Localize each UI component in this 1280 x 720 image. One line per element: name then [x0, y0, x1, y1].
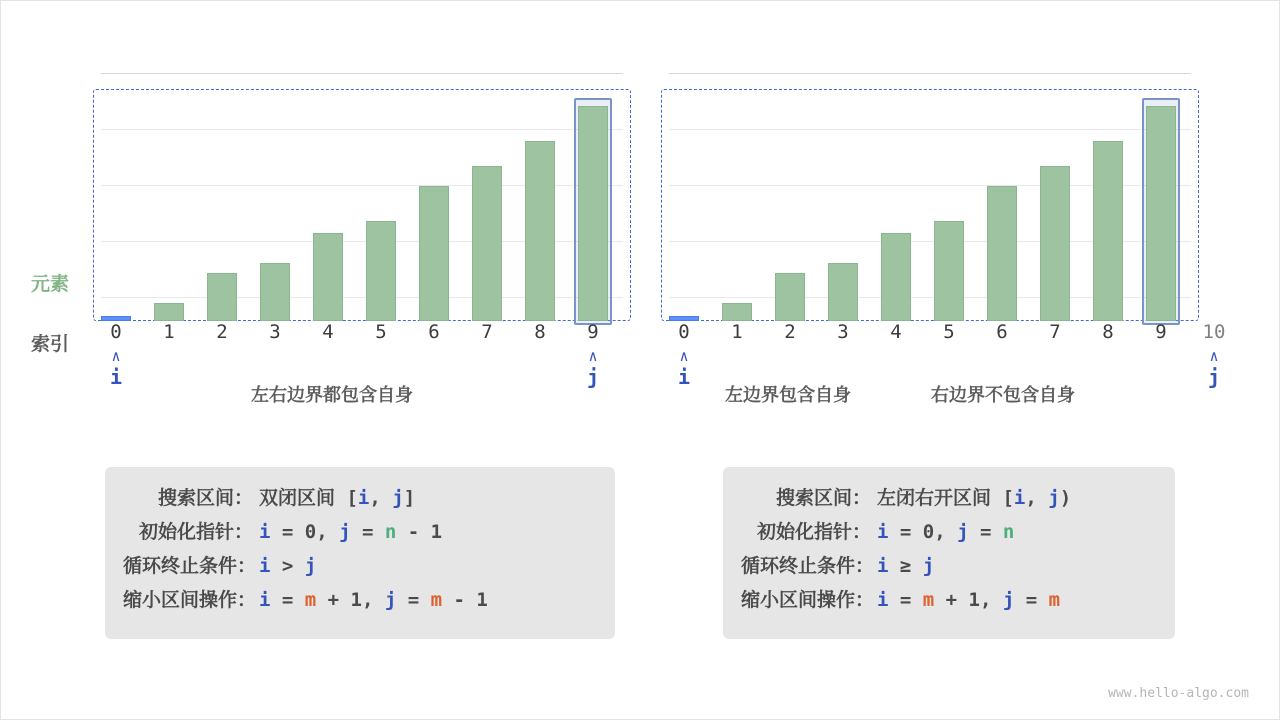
info-token: - 1 [442, 589, 488, 611]
bar [207, 273, 237, 321]
info-token: , [1025, 487, 1049, 509]
right-note-0: 左边界包含自身 [725, 385, 851, 405]
axis-tick: 8 [1102, 321, 1114, 343]
info-token: = [396, 589, 431, 611]
gridline [669, 73, 1191, 74]
bar [881, 233, 911, 321]
bar [1146, 106, 1176, 321]
info-row-key: 循环终止条件： [123, 556, 257, 577]
half-open-interval-info-box [723, 467, 1175, 639]
caret-icon: ∧ [1209, 347, 1219, 365]
info-token: ) [1059, 487, 1072, 509]
bar [1093, 141, 1123, 321]
info-token: i [259, 589, 271, 611]
info-token: i [357, 487, 370, 509]
info-token: j [1002, 589, 1015, 611]
info-token: n [384, 521, 397, 543]
info-token: ] [403, 487, 416, 509]
info-row-key: 搜索区间： [775, 488, 871, 509]
bar [987, 186, 1017, 321]
info-token: = [1014, 589, 1049, 611]
right-bar-group [649, 76, 1209, 321]
bar [578, 106, 608, 321]
bar [828, 263, 858, 321]
axis-tick: 4 [322, 321, 334, 343]
left-axis [81, 321, 641, 389]
info-token: j [304, 555, 317, 577]
axis-tick: 8 [534, 321, 546, 343]
info-token: 左闭右开区间 [ [877, 487, 1014, 509]
caret-icon: ∧ [588, 347, 598, 365]
axis-tick: 4 [890, 321, 902, 343]
info-row-key: 初始化指针： [756, 522, 871, 543]
info-row [123, 585, 591, 619]
info-token: , [369, 487, 393, 509]
info-row-value [259, 555, 316, 577]
element-row-label: 元素 [31, 274, 70, 295]
gridline [101, 73, 623, 74]
info-token: - 1 [396, 521, 443, 543]
info-token: = 0, [888, 521, 958, 543]
right-note-1: 右边界不包含自身 [931, 385, 1075, 405]
info-token: + 1, [316, 589, 385, 611]
info-token: = [270, 589, 305, 611]
info-row-key: 初始化指针： [138, 522, 253, 543]
closed-interval-panel [81, 61, 641, 405]
index-row-label: 索引 [31, 334, 70, 355]
axis-tick: 5 [943, 321, 955, 343]
axis-tick: 7 [481, 321, 493, 343]
info-token: m [430, 589, 443, 611]
info-token: j [957, 521, 969, 543]
axis-tick: 1 [163, 321, 175, 343]
info-token: i [877, 589, 889, 611]
info-token: + 1, [934, 589, 1003, 611]
info-row-value [877, 589, 1060, 611]
info-row-value [259, 589, 488, 611]
info-row [123, 551, 591, 585]
info-row [123, 483, 591, 517]
closed-interval-info-box [105, 467, 615, 639]
axis-tick: 0 [110, 321, 122, 343]
axis-tick: 3 [269, 321, 281, 343]
info-row [741, 551, 1151, 585]
info-token: i [259, 555, 271, 577]
info-row [123, 517, 591, 551]
info-token: n [1002, 521, 1015, 543]
info-token: ≥ [888, 555, 923, 577]
info-token: j [392, 487, 404, 509]
info-row-value [259, 483, 415, 510]
info-token: m [304, 589, 317, 611]
info-row-value [877, 555, 934, 577]
info-token: = 0, [270, 521, 340, 543]
axis-tick: 2 [216, 321, 228, 343]
pointer-i-label: i [109, 365, 123, 389]
info-token: i [1013, 487, 1026, 509]
bar [775, 273, 805, 321]
axis-tick: 1 [731, 321, 743, 343]
left-bar-group [81, 76, 641, 321]
left-chart [81, 61, 641, 321]
bar [419, 186, 449, 321]
info-token: i [877, 555, 889, 577]
axis-tick: 10 [1202, 321, 1226, 343]
info-row-key: 缩小区间操作： [741, 590, 875, 611]
info-token: j [922, 555, 935, 577]
info-row-key: 缩小区间操作： [123, 590, 257, 611]
bar [154, 303, 184, 321]
bar [722, 303, 752, 321]
info-token: 双闭区间 [ [259, 487, 358, 509]
bar [1040, 166, 1070, 321]
info-token: j [1048, 487, 1060, 509]
bar [366, 221, 396, 321]
bar [934, 221, 964, 321]
axis-tick: 2 [784, 321, 796, 343]
info-row [741, 517, 1151, 551]
bar [260, 263, 290, 321]
axis-tick: 6 [996, 321, 1008, 343]
info-row-value [259, 521, 442, 543]
info-row-key: 循环终止条件： [741, 556, 875, 577]
info-row-key: 搜索区间： [157, 488, 253, 509]
info-token: = [888, 589, 923, 611]
right-axis [649, 321, 1226, 389]
axis-tick: 0 [678, 321, 690, 343]
info-token: j [339, 521, 351, 543]
axis-tick: 6 [428, 321, 440, 343]
bar [472, 166, 502, 321]
info-row-value [877, 483, 1071, 510]
info-row [741, 483, 1151, 517]
info-row-value [877, 521, 1014, 543]
pointer-j-label: j [586, 365, 600, 389]
left-note-0: 左右边界都包含自身 [251, 385, 413, 405]
axis-tick: 9 [1155, 321, 1167, 343]
half-open-interval-panel [649, 61, 1226, 405]
info-token: i [877, 521, 889, 543]
info-token: j [384, 589, 397, 611]
pointer-i-label: i [677, 365, 691, 389]
bar [313, 233, 343, 321]
axis-tick: 5 [375, 321, 387, 343]
info-token: m [922, 589, 935, 611]
right-chart [649, 61, 1209, 321]
axis-tick: 9 [587, 321, 599, 343]
watermark: www.hello-algo.com [1108, 686, 1249, 701]
axis-tick: 3 [837, 321, 849, 343]
caret-icon: ∧ [679, 347, 689, 365]
info-token: = [350, 521, 385, 543]
info-token: i [259, 521, 271, 543]
info-token: = [968, 521, 1003, 543]
axis-tick: 7 [1049, 321, 1061, 343]
info-token: m [1048, 589, 1061, 611]
info-row [741, 585, 1151, 619]
pointer-j-label: j [1207, 365, 1221, 389]
caret-icon: ∧ [111, 347, 121, 365]
info-token: > [270, 555, 305, 577]
bar [525, 141, 555, 321]
